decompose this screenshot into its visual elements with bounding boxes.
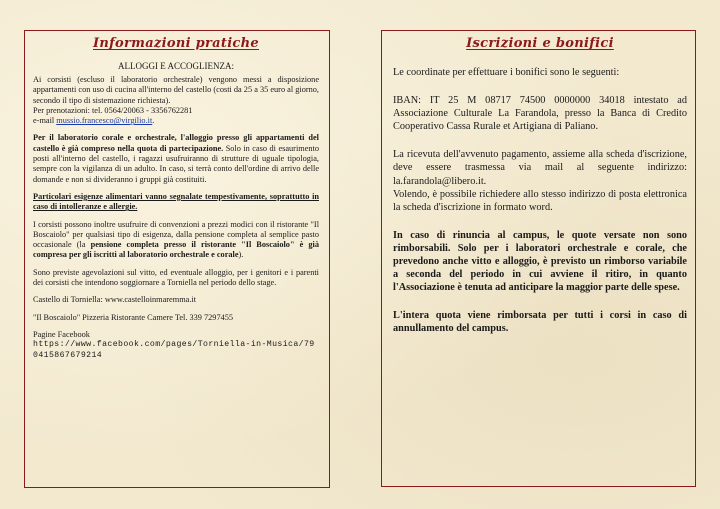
facebook-url[interactable]: https://www.facebook.com/pages/Torniella-in-Musica/790415867679214 (33, 340, 315, 360)
practical-info-panel (24, 30, 330, 488)
email-link[interactable]: mussio.francesco@virgilio.it (56, 116, 153, 126)
email-suffix: . (152, 116, 155, 126)
registration-title: Iscrizioni e bonifici (466, 36, 614, 51)
bank-transfer-intro: Le coordinate per effettuare i bonifici sono le seguenti: (393, 67, 620, 78)
family-discount-paragraph: Sono previste agevolazioni sul vitto, ed eventuale alloggio, per i genitori e i parenti dei corsisti che intendono soggiornare a Torniella nel periodo dello stage. (33, 267, 319, 288)
restaurant-text-start: I corsisti possono inoltre usufruire di convenzioni a prezzi modici con il ristorante "Il Boscaiolo" per qualsiasi tipo di esigenza, dalla pensione completa al semplice pasto occasionale (la (33, 219, 319, 250)
boscaiolo-contact-line: "Il Boscaiolo" Pizzeria Ristorante Camere Tel. 339 7297455 (33, 312, 234, 322)
restaurant-board-bold: pensione completa presso il ristorante "Il Boscaiolo" è già compresa per gli iscritti al laboratorio orchestrale e corale (33, 240, 319, 260)
booking-phone-line: Per prenotazioni: tel. 0564/20063 - 3356762281 (33, 105, 193, 115)
cancellation-refund-paragraph: L'intera quota viene rimborsata per tutti i corsi in caso di annullamento del campus. (393, 310, 687, 335)
word-form-paragraph: Volendo, è possibile richiedere allo stesso indirizzo di posta elettronica la scheda d'iscrizione in formato word. (393, 188, 687, 213)
registration-payments-panel (381, 30, 696, 487)
restaurant-paragraph (33, 220, 319, 261)
lab-lodging-rest: Solo in caso di esaurimento posti all'interno del castello, i ragazzi usufruiranno di strutture di uguale tipologia, sempre con la vigilanza di un adulto. In caso, si terrà conto dell'ordine di arrivo delle domande e non si divideranno i gruppi già costituiti. (33, 143, 319, 184)
email-prefix: e-mail (33, 116, 57, 126)
booking-email-line (33, 116, 319, 126)
lodging-paragraph: Ai corsisti (escluso il laboratorio orchestrale) vengono messi a disposizione appartamenti con uso di cucina all'interno del castello (costi da 25 a 35 euro al giorno, secondo il tipo di sistemazione richiesta). (33, 75, 319, 105)
restaurant-text-end: ). (238, 250, 244, 260)
dietary-needs-note: Particolari esigenze alimentari vanno segnalate tempestivamente, soprattutto in caso di intolleranze e allergie. (33, 191, 319, 212)
receipt-paragraph: La ricevuta dell'avvenuto pagamento, assieme alla scheda d'iscrizione, deve essere trasmessa via mail al seguente indirizzo: la.farandola@libero.it. (393, 149, 687, 187)
lab-lodging-paragraph (33, 133, 319, 184)
castello-website-line: Castello di Torniella: www.castelloinmaremma.it (33, 295, 197, 305)
facebook-label: Pagine Facebook (33, 329, 90, 339)
lab-lodging-bold: Per il laboratorio corale e orchestrale, l'alloggio presso gli appartamenti del castello è già compreso nella quota di partecipazione. (33, 133, 319, 153)
refund-policy-paragraph: In caso di rinuncia al campus, le quote versate non sono rimborsabili. Solo per i laboratori orchestrale e corale, che prevedono anche vitto e alloggio, è previsto un rimborso variabile a seconda del periodo in cui avviene il ritiro, in quanto l'Associazione è tenuta ad anticipare la maggior parte delle spese. (393, 229, 687, 294)
iban-paragraph: IBAN: IT 25 M 08717 74500 0000000 34018 intestato ad Associazione Culturale La Farandola, presso la Banca di Credito Cooperativo Cassa Rurale et Artigiana di Paliano. (393, 95, 687, 133)
practical-info-title: Informazioni pratiche (93, 36, 259, 51)
lodging-subheading: ALLOGGI E ACCOGLIENZA: (118, 61, 234, 71)
